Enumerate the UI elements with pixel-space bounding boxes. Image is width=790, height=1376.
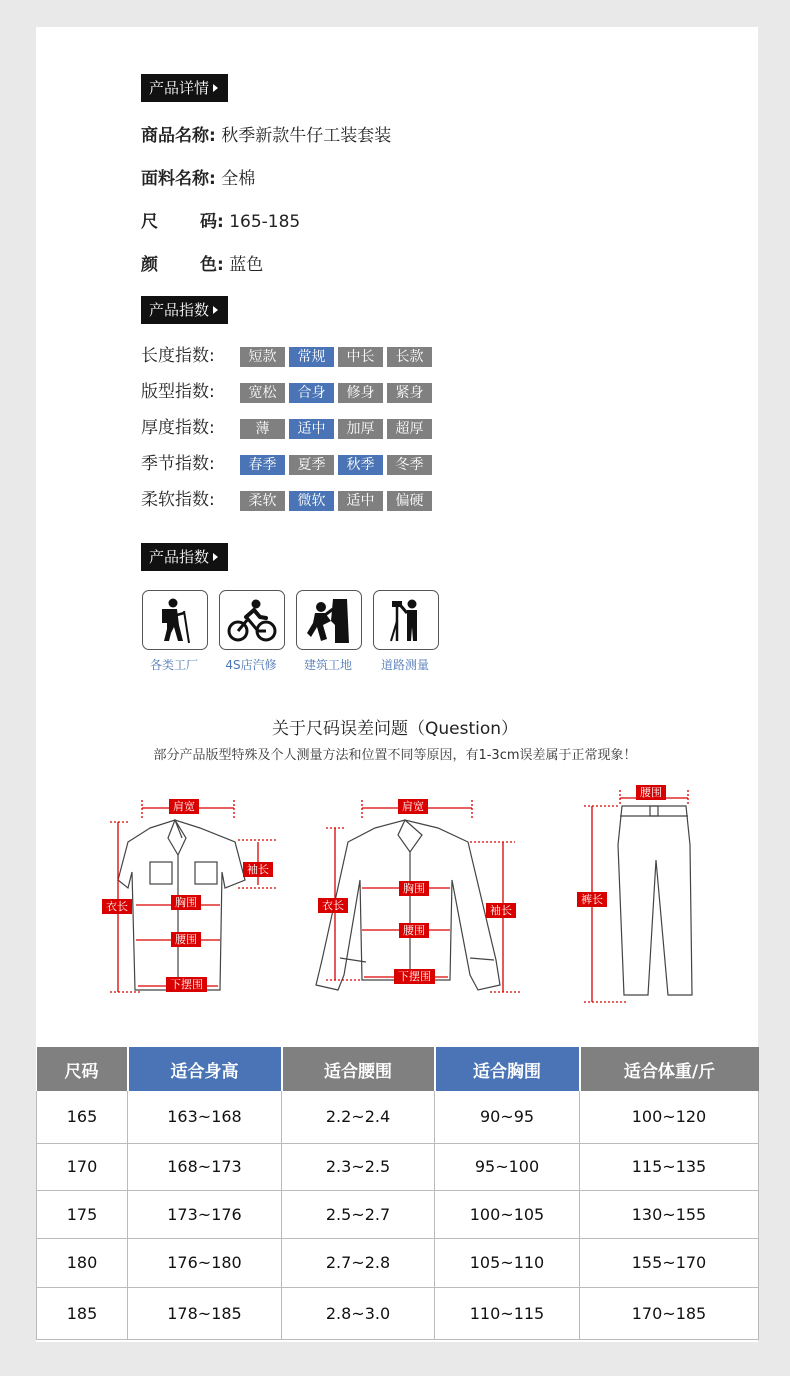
table-cell: 2.8~3.0: [282, 1287, 435, 1339]
measure-label-hem: 下摆围: [394, 969, 435, 984]
measure-label-length: 衣长: [318, 898, 348, 913]
measure-label-chest: 胸围: [399, 881, 429, 896]
index-chip: 修身: [338, 383, 383, 403]
table-cell: 90~95: [435, 1091, 580, 1143]
question-title: 关于尺码误差问题（Question）: [271, 719, 519, 739]
index-label: 柔软指数:: [141, 490, 215, 510]
index-chip: 适中: [289, 419, 334, 439]
section-tag-text: 产品详情: [149, 79, 210, 97]
measure-label-shoulder: 肩宽: [398, 799, 428, 814]
table-cell: 180: [37, 1238, 128, 1287]
usage-label: 建筑工地: [303, 658, 352, 672]
size-table-body: [37, 1091, 759, 1339]
arrow-right-icon: [213, 306, 218, 314]
detail-label: 码:: [200, 212, 224, 232]
table-cell: 2.5~2.7: [282, 1190, 435, 1238]
detail-size: [141, 207, 300, 232]
table-cell: 2.2~2.4: [282, 1091, 435, 1143]
detail-value: 165-185: [229, 212, 301, 232]
surveyor-icon: [374, 591, 438, 649]
usage-label: 4S店汽修: [225, 658, 277, 672]
table-cell: 2.7~2.8: [282, 1238, 435, 1287]
table-cell: 110~115: [435, 1287, 580, 1339]
index-chip: 长款: [387, 347, 432, 367]
detail-product-name: [141, 121, 391, 146]
table-cell: 163~168: [128, 1091, 282, 1143]
size-table: [36, 1047, 759, 1340]
measure-label-length: 衣长: [102, 899, 132, 914]
table-cell: 176~180: [128, 1238, 282, 1287]
index-chip: 偏硬: [387, 491, 432, 511]
header-weight: 适合体重/斤: [580, 1047, 759, 1091]
table-cell: 170: [37, 1143, 128, 1190]
measure-label-waist: 腰围: [399, 923, 429, 938]
usage-box-auto-repair: [219, 590, 285, 650]
index-chip: 宽松: [240, 383, 285, 403]
cyclist-icon: [220, 591, 284, 649]
table-row: [37, 1143, 759, 1190]
table-cell: 185: [37, 1287, 128, 1339]
trousers-drawing: [618, 806, 692, 995]
index-chip: 合身: [289, 383, 334, 403]
table-cell: 168~173: [128, 1143, 282, 1190]
section-tag-usage: [141, 543, 228, 571]
index-label: 季节指数:: [141, 454, 215, 474]
section-tag-text: 产品指数: [149, 301, 210, 319]
index-chip: 柔软: [240, 491, 285, 511]
climber-icon: [297, 591, 361, 649]
size-table-header: [37, 1047, 759, 1091]
usage-label: 道路测量: [380, 658, 429, 672]
measure-label-trouser-length: 裤长: [577, 892, 607, 907]
index-chip: 短款: [240, 347, 285, 367]
index-chip: 适中: [338, 491, 383, 511]
table-cell: 105~110: [435, 1238, 580, 1287]
index-label: 厚度指数:: [141, 418, 215, 438]
hiker-icon: [143, 591, 207, 649]
detail-value: 蓝色: [229, 255, 264, 275]
table-cell: 170~185: [580, 1287, 759, 1339]
index-label: 长度指数:: [141, 346, 215, 366]
usage-box-survey: [373, 590, 439, 650]
index-chip: 冬季: [387, 455, 432, 475]
table-cell: 175: [37, 1190, 128, 1238]
table-row: [37, 1190, 759, 1238]
index-label: 版型指数:: [141, 382, 215, 402]
question-note: 部分产品版型特殊及个人测量方法和位置不同等原因，有1-3cm误差属于正常现象！: [153, 748, 637, 763]
index-chip: 紧身: [387, 383, 432, 403]
index-chip: 中长: [338, 347, 383, 367]
measure-label-hem: 下摆围: [166, 977, 207, 992]
index-chip: 加厚: [338, 419, 383, 439]
index-chip: 薄: [240, 419, 285, 439]
index-chip: 夏季: [289, 455, 334, 475]
usage-label: 各类工厂: [149, 658, 198, 672]
measure-label-sleeve: 袖长: [243, 862, 273, 877]
arrow-right-icon: [213, 84, 218, 92]
index-chip: 超厚: [387, 419, 432, 439]
header-size: 尺码: [37, 1047, 128, 1091]
table-cell: 100~120: [580, 1091, 759, 1143]
section-tag-text: 产品指数: [149, 548, 210, 566]
table-cell: 155~170: [580, 1238, 759, 1287]
detail-label: 颜: [141, 255, 158, 275]
measure-label-waist: 腰围: [171, 932, 201, 947]
detail-value: 秋季新款牛仔工装套装: [221, 126, 392, 146]
measure-label-waist: 腰围: [636, 785, 666, 800]
header-chest: 适合胸围: [435, 1047, 580, 1091]
table-cell: 173~176: [128, 1190, 282, 1238]
section-tag-index: [141, 296, 228, 324]
detail-color: [141, 250, 263, 275]
header-waist: 适合腰围: [282, 1047, 435, 1091]
detail-value: 全棉: [221, 169, 256, 189]
index-chip: 微软: [289, 491, 334, 511]
index-chip: 秋季: [338, 455, 383, 475]
table-cell: 165: [37, 1091, 128, 1143]
table-row: [37, 1287, 759, 1339]
measure-label-chest: 胸围: [171, 895, 201, 910]
header-height: 适合身高: [128, 1047, 282, 1091]
table-cell: 95~100: [435, 1143, 580, 1190]
detail-label: 尺: [141, 212, 158, 232]
section-tag-details: [141, 74, 228, 102]
detail-label: 面料名称:: [141, 169, 216, 189]
table-row: [37, 1091, 759, 1143]
measure-label-sleeve: 袖长: [486, 903, 516, 918]
table-cell: 130~155: [580, 1190, 759, 1238]
measure-label-shoulder: 肩宽: [169, 799, 199, 814]
table-cell: 100~105: [435, 1190, 580, 1238]
table-cell: 2.3~2.5: [282, 1143, 435, 1190]
index-chip: 常规: [289, 347, 334, 367]
detail-label: 商品名称:: [141, 126, 216, 146]
detail-label: 色:: [200, 255, 224, 275]
table-row: [37, 1238, 759, 1287]
arrow-right-icon: [213, 553, 218, 561]
usage-box-factory: [142, 590, 208, 650]
index-chip: 春季: [240, 455, 285, 475]
usage-box-construction: [296, 590, 362, 650]
detail-fabric: [141, 164, 255, 189]
table-cell: 115~135: [580, 1143, 759, 1190]
table-cell: 178~185: [128, 1287, 282, 1339]
